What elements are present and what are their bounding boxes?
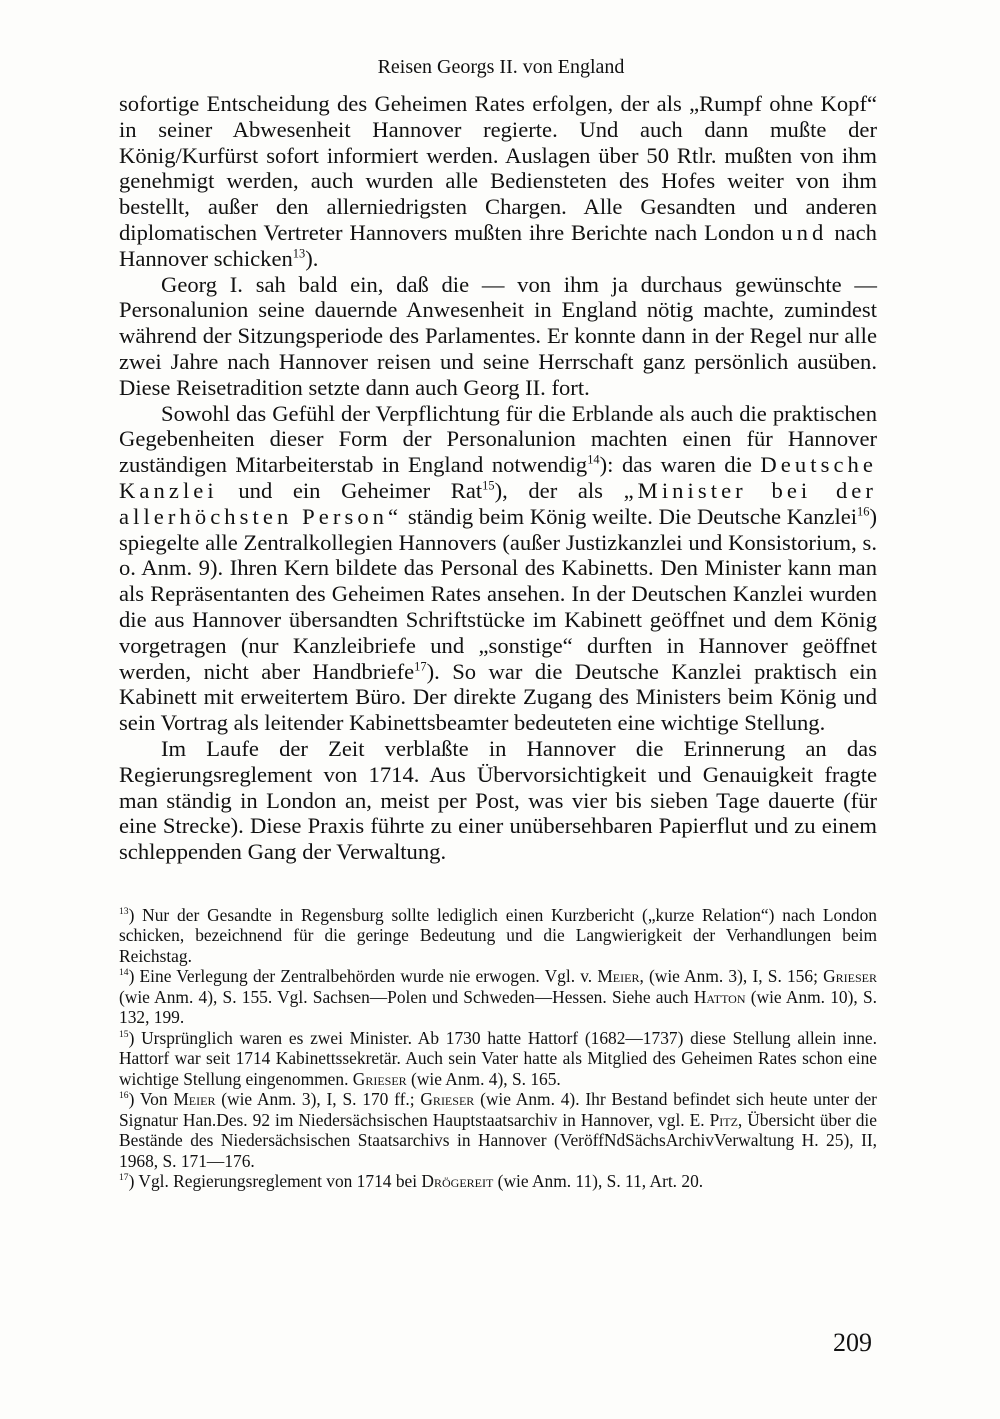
running-head: Reisen Georgs II. von England: [377, 56, 625, 78]
paragraph-3: Sowohl das Gefühl der Verpflichtung für die Erblande als auch die praktischen Gegebenheiten dieser Form der Personalunion machten einen für Hannover zuständigen Mitarbeiterstab in England notwendig$^{14}$): das waren die Deutsche Kanzlei und ein Geheimer Rat$^{15}$), der als „Minister bei der allerhöchsten Person“ ständig beim König weilte. Die Deutsche Kanzlei$^{16}$) spiegelte alle Zentralkollegien Hannovers (außer Justizkanzlei und Konsistorium, s. o. Anm. 9). Ihren Kern bildete das Personal des Kabinetts. Den Minister kann man als Repräsentanten des Geheimen Rates ansehen. In der Deutschen Kanzlei wurden die aus Hannover übersandten Schriftstücke im Kabinett geöffnet und dem König vorgetragen (nur Kanzleibriefe und „sonstige“ durften in Hannover geöffnet werden, nicht aber Handbriefe$^{17}$). So war die Deutsche Kanzlei praktisch ein Kabinett mit erweitertem Büro. Der direkte Zugang des Ministers beim König und sein Vortrag als leitender Kabinettsbeamter bedeuteten eine wichtige Stellung.: [119, 400, 877, 736]
footnote-ref-15[interactable]: 15: [482, 478, 495, 493]
footnote-ref-17[interactable]: 17: [414, 659, 427, 673]
footnote-15: $^{15}$) Ursprünglich waren es zwei Minister. Ab 1730 hatte Hattorf (1682—1737) diese Stellung allein inne. Hattorf war seit 1714 Kabinettssekretär. Auch sein Vater hatte als Mitglied des Geheimen Rates schon eine wichtige Stellung eingenommen. Grieser (wie Anm. 4), S. 165.: [119, 1027, 877, 1089]
paragraph-1: sofortige Entscheidung des Geheimen Rates erfolgen, der als „Rumpf ohne Kopf“ in seiner Abwesenheit Hannover regierte. Und auch dann mußte der König/Kurfürst sofort informiert werden. Auslagen über 50 Rtlr. mußten von ihm genehmigt werden, auch wurden alle Bediensteten des Hofes weiter von ihm bestellt, außer den allerniedrigsten Chargen. Alle Gesandten und anderen diplomatischen Vertreter Hannovers mußten ihre Berichte nach London und nach Hannover schicken$^{13}$).: [119, 91, 877, 271]
footnote-17: $^{17}$) Vgl. Regierungsreglement von 1714 bei Drögereit (wie Anm. 11), S. 11, Art. 20.: [119, 1171, 704, 1192]
footnote-16: $^{16}$) Von Meier (wie Anm. 3), I, S. 170 ff.; Grieser (wie Anm. 4). Ihr Bestand befindet sich heute unter der Signatur Han.Des. 92 im Niedersächsischen Hauptstaatsarchiv in Hannover, vgl. E. Pitz, Übersicht über die Bestände des Niedersächsischen Staatsarchivs in Hannover (VeröffNdSächsArchivVerwaltung H. 25), II, 1968, S. 171—176.: [119, 1089, 877, 1171]
body-text: [119, 91, 877, 865]
footnote-ref-16[interactable]: 16: [857, 504, 870, 519]
footnote-14: $^{14}$) Eine Verlegung der Zentralbehörden wurde nie erwogen. Vgl. v. Meier, (wie Anm. 3), I, S. 156; Grieser (wie Anm. 4), S. 155. Vgl. Sachsen—Polen und Schweden—Hessen. Siehe auch Hatton (wie Anm. 10), S. 132, 199.: [119, 966, 877, 1028]
footnote-ref-13[interactable]: 13: [292, 246, 306, 261]
page-number: 209: [833, 1328, 872, 1357]
paragraph-4: Im Laufe der Zeit verblaßte in Hannover die Erinnerung an das Regierungsreglement von 1714. Aus Übervorsichtigkeit und Genauigkeit fragte man ständig in London an, meist per Post, was vier bis sieben Tage dauerte (für eine Strecke). Diese Praxis führte zu einer unübersehbaren Papierflut und zu einem schleppenden Gang der Verwaltung.: [119, 735, 877, 865]
paragraph-2: Georg I. sah bald ein, daß die — von ihm ja durchaus gewünschte — Personalunion seine dauernde Anwesenheit in England nötig machte, zumindest während der Sitzungsperiode des Parlamentes. Er konnte dann in der Regel nur alle zwei Jahre nach Hannover reisen und seine Herrschaft ganz persönlich ausüben. Diese Reisetradition setzte dann auch Georg II. fort.: [119, 271, 877, 400]
page: [119, 56, 877, 1192]
footnote-ref-14[interactable]: 14: [587, 452, 600, 467]
footnote-13: $^{13}$) Nur der Gesandte in Regensburg sollte lediglich einen Kurzbericht („kurze Relation“) nach London schicken, bezeichnend für die geringe Bedeutung und die Langwierigkeit der Verhandlungen beim Reichstag.: [119, 904, 877, 966]
footnotes: [119, 905, 877, 1192]
